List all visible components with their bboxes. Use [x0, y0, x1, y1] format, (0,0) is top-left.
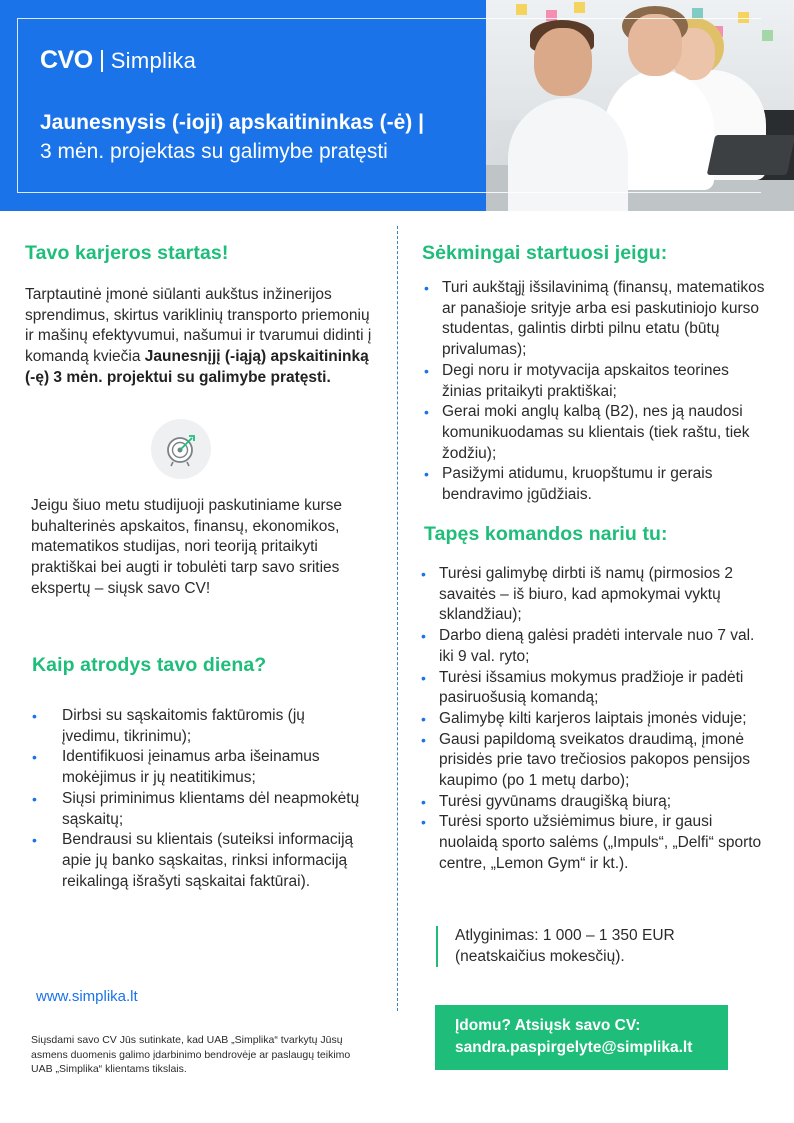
- team-list: [421, 564, 769, 875]
- job-title: Jaunesnysis (-ioji) apskaitininkas (-ė) | 3 mėn. projektas su galimybe pratęsti: [40, 111, 424, 163]
- team-heading: Tapęs komandos nariu tu:: [424, 523, 668, 545]
- list-item: • Turėsi išsamius mokymus pradžioje ir padėti pasiruošusią komandą;: [421, 668, 769, 709]
- list-item: • Pasižymi atidumu, kruopštumu ir gerais bendravimo įgūdžiais.: [424, 464, 769, 505]
- list-item: • Bendrausi su klientais (suteiksi informaciją apie jų banko sąskaitas, rinksi informaciją reikalingą išrašyti sąskaitai faktūrai).: [32, 830, 362, 892]
- list-item: • Identifikuosi įeinamus arba išeinamus mokėjimus ir jų neatitikimus;: [32, 747, 362, 788]
- list-item: • Turėsi sporto užsiėmimus biure, ir gausi nuolaidą sporto salėms („Impuls“, „Delfi“ sporto centre, „Lemon Gym“ ir kt.).: [421, 812, 769, 874]
- intro-paragraph: Tarptautinė įmonė siūlanti aukštus inžinerijos sprendimus, skirtus variklinių transporto priemonių ir mašinų efektyvumui, našumui ir tvarumui didinti į komandą kviečia Jaunesnįjį (-iąją) apskaitininką (-ę) 3 mėn. projektui su galimybe pratęsti.: [25, 286, 372, 386]
- target-icon: [151, 419, 211, 479]
- day-heading: Kaip atrodys tavo diena?: [32, 654, 267, 676]
- list-item: • Galimybę kilti karjeros laiptais įmonės viduje;: [421, 709, 769, 730]
- cta-text: Įdomu? Atsiųsk savo CV:: [455, 1017, 641, 1034]
- list-item: • Turėsi galimybę dirbti iš namų (pirmosios 2 savaitės – iš biuro, kad apmokymai vyktų sklandžiau);: [421, 564, 769, 626]
- website-link[interactable]: www.simplika.lt: [36, 988, 138, 1005]
- list-item: • Degi noru ir motyvacija apskaitos teorines žinias pritaikyti praktiškai;: [424, 361, 769, 402]
- day-list: [32, 706, 362, 892]
- list-item: • Dirbsi su sąskaitomis faktūromis (jų įvedimu, tikrinimu);: [32, 706, 362, 747]
- list-item: • Turi aukštąjį išsilavinimą (finansų, matematikos ar panašioje srityje arba esi paskutiniojo kurso studentas, galintis dirbti pilnu etatu (būtų privalumas);: [424, 278, 769, 361]
- list-item: • Gerai moki anglų kalbą (B2), nes ją naudosi komunikuodamas su klientais (tiek raštu, tiek žodžiu);: [424, 402, 769, 464]
- consent-note: Siųsdami savo CV Jūs sutinkate, kad UAB „Simplika“ tvarkytų Jūsų asmens duomenis galimo įdarbinimo bendrovėje ar paslaugų teikimo UAB „Simplika“ klientams tikslais.: [31, 1034, 351, 1075]
- contact-email[interactable]: sandra.paspirgelyte@simplika.lt: [455, 1039, 693, 1056]
- apply-cta[interactable]: [435, 1005, 728, 1070]
- simplika-logo: CVO Simplika: [40, 46, 197, 74]
- success-heading: Sėkmingai startuosi jeigu:: [422, 242, 668, 264]
- header-frame: [17, 18, 761, 193]
- list-item: • Gausi papildomą sveikatos draudimą, įmonė prisidės prie tavo trečiosios pakopos pensijos kaupimo (po 1 metų darbo);: [421, 730, 769, 792]
- list-item: • Turėsi gyvūnams draugišką biurą;: [421, 792, 769, 813]
- header-banner: [0, 0, 794, 211]
- salary-box: Atlyginimas: 1 000 – 1 350 EUR (neatskaičius mokesčių).: [436, 926, 736, 967]
- student-paragraph: Jeigu šiuo metu studijuoji paskutiniame kurse buhalterinės apskaitos, finansų, ekonomikos, matematikos studijas, nori teoriją pritaikyti praktiškai bei augti ir tobulėti tarp savo srities ekspertų – siųsk savo CV!: [31, 497, 343, 597]
- column-divider: [397, 226, 398, 1011]
- success-list: [424, 278, 769, 506]
- career-heading: Tavo karjeros startas!: [25, 242, 229, 264]
- list-item: • Siųsi priminimus klientams dėl neapmokėtų sąskaitų;: [32, 789, 362, 830]
- list-item: • Darbo dieną galėsi pradėti intervale nuo 7 val. iki 9 val. ryto;: [421, 626, 769, 667]
